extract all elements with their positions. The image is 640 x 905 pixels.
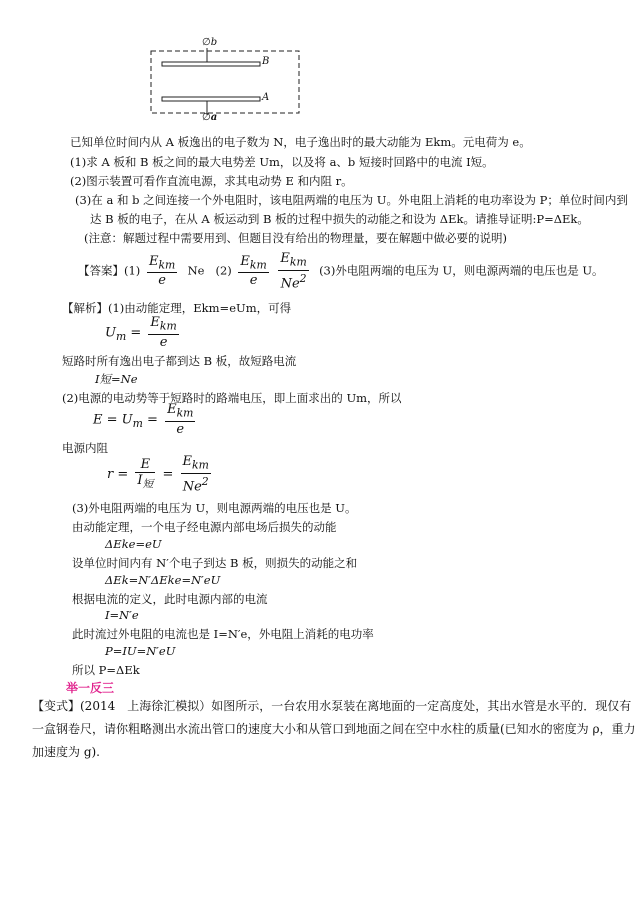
question-1: (1)求 A 板和 B 板之间的最大电势差 Um，以及将 a、b 短接时回路中的电流 I短。 [70,155,494,169]
terminal-b-label: ∅b [202,37,218,48]
analysis-line7: 由动能定理，一个电子经电源内部电场后损失的动能 [72,520,337,534]
analysis-line2: 短路时所有逸出电子都到达 B 板，故短路电流 [62,354,297,368]
variant-line1: 【变式】(2014 上海徐汇模拟）如图所示，一台农用水泵装在离地面的一定高度处，其出水管是水平的．现仅有 [32,699,632,713]
plate-b-label: B [262,56,270,67]
analysis-line15: 所以 P=ΔEk [72,663,140,677]
question-3-line1: (3)在 a 和 b 之间连接一个外电阻时，该电阻两端的电压为 U。外电阻上消耗的电功率设为 P；单位时间内到 [75,193,628,207]
equation-r: r = $\frac{E}{I_短}$ = $\frac{E_{km}}{Ne^2}$ [107,454,209,494]
short-current: I短=Ne [95,372,138,386]
analysis-line11: 根据电流的定义，此时电源内部的电流 [72,592,268,606]
analysis-line1: 【解析】(1)由动能定理，Ekm=eUm，可得 [62,301,292,315]
analysis-line5: 电源内阻 [62,441,108,455]
problem-note: (注意：解题过程中需要用到、但题目没有给出的物理量，要在解题中做必要的说明) [84,231,507,245]
section-title: 举一反三 [66,681,115,695]
answer-part2: (2) [215,263,232,278]
diagram-svg [150,38,300,123]
analysis-line4: (2)电源的电动势等于短路时的路端电压，即上面求出的 Um，所以 [62,391,402,405]
analysis-line13: 此时流过外电阻的电流也是 I=N′e，外电阻上消耗的电功率 [72,627,374,641]
answer-frac-1: $\frac{E_{km}}{e}$ [148,253,176,289]
equation-emf: $E = U_m$ = $\frac{E_{km}}{e}$ [93,402,194,437]
question-3-line2: 达 B 板的电子，在从 A 板运动到 B 板的过程中损失的动能之和设为 ΔEk。请推导证明:P=ΔEk。 [90,212,589,226]
answer-line [78,252,604,291]
answer-frac-3: $\frac{E_{km}}{Ne^2}$ [280,251,307,291]
answer-frac-2: $\frac{E_{km}}{e}$ [240,253,267,289]
answer-ne: Ne [187,263,205,278]
problem-intro: 已知单位时间内从 A 板逸出的电子数为 N，电子逸出时的最大动能为 Ekm。元电荷为 e。 [70,135,531,149]
answer-label: 【答案】(1) [78,263,141,278]
capacitor-diagram [150,38,300,123]
terminal-a-label: ∅a [202,112,218,123]
analysis-line9: 设单位时间内有 N′个电子到达 B 板，则损失的动能之和 [72,556,358,570]
analysis-line6: (3)外电阻两端的电压为 U，则电源两端的电压也是 U。 [72,501,357,515]
analysis-line12: I=N′e [105,608,139,622]
plate-a-label: A [262,92,270,103]
variant-line2: 一盒钢卷尺，请你粗略测出水流出管口的速度大小和从管口到地面之间在空中水柱的质量(已知水的密度为 ρ，重力 [32,722,636,736]
variant-line3: 加速度为 g). [32,745,100,759]
question-2: (2)图示装置可看作直流电源，求其电动势 E 和内阻 r。 [70,174,353,188]
answer-part3: (3)外电阻两端的电压为 U，则电源两端的电压也是 U。 [319,263,604,278]
equation-um: $U_m$ = $\frac{E_{km}}{e}$ [105,315,177,350]
analysis-line10: ΔEk=N′ΔEke=N′eU [105,573,221,587]
analysis-line8: ΔEke=eU [105,537,162,551]
analysis-line14: P=IU=N′eU [105,644,176,658]
